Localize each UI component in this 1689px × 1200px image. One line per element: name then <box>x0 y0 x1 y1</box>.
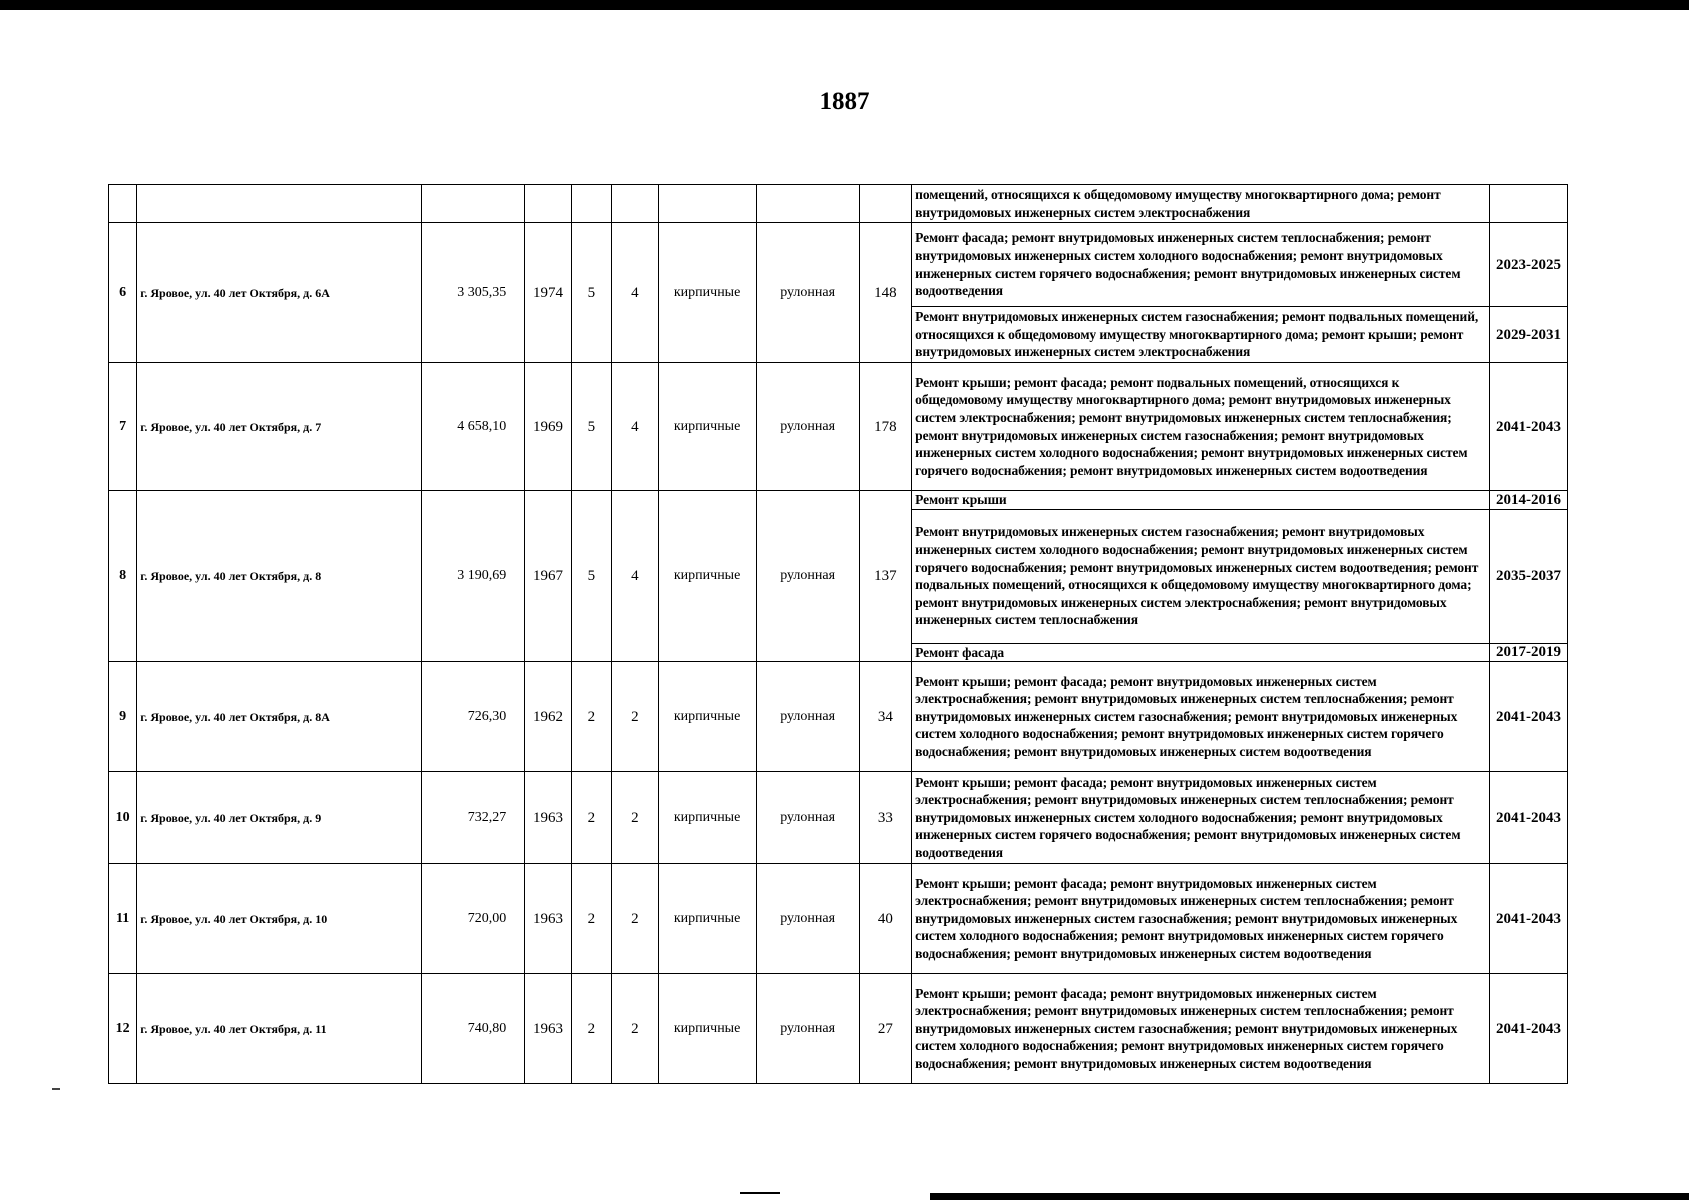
roof-type-cell: рулонная <box>756 662 859 772</box>
row-number: 8 <box>109 491 137 662</box>
address-cell: г. Яровое, ул. 40 лет Октября, д. 10 <box>137 864 422 974</box>
table-row <box>109 864 1568 974</box>
residents-cell: 27 <box>859 974 912 1084</box>
total-area-cell: 4 658,10 <box>422 363 525 491</box>
table-row <box>109 974 1568 1084</box>
repair-period-cell: 2041-2043 <box>1490 363 1568 491</box>
empty-cell <box>571 185 611 223</box>
total-area-cell: 726,30 <box>422 662 525 772</box>
build-year-cell: 1963 <box>525 772 571 864</box>
entrances-cell: 2 <box>612 662 658 772</box>
floors-cell: 2 <box>571 974 611 1084</box>
total-area-cell: 3 190,69 <box>422 491 525 662</box>
build-year-cell: 1962 <box>525 662 571 772</box>
residents-cell: 33 <box>859 772 912 864</box>
top-border-rule <box>0 0 1689 10</box>
floors-cell: 5 <box>571 363 611 491</box>
scan-mark <box>52 1088 60 1090</box>
wall-material-cell: кирпичные <box>658 223 756 363</box>
repair-works-cell: Ремонт крыши; ремонт фасада; ремонт внутридомовых инженерных систем электроснабжения; ремонт внутридомовых инженерных систем теплоснабжения; ремонт внутридомовых инженерных систем газоснабжения; ремонт внутридомовых инженерных систем холодного водоснабжения; ремонт внутридомовых инженерных систем горячего водоснабжения; ремонт внутридомовых инженерных систем водоотведения <box>912 974 1490 1084</box>
bottom-border-rule <box>930 1193 1689 1200</box>
wall-material-cell: кирпичные <box>658 974 756 1084</box>
address-cell: г. Яровое, ул. 40 лет Октября, д. 8А <box>137 662 422 772</box>
repair-works-cell: Ремонт внутридомовых инженерных систем газоснабжения; ремонт внутридомовых инженерных систем холодного водоснабжения; ремонт внутридомовых инженерных систем горячего водоснабжения; ремонт внутридомовых инженерных систем водоотведения; ремонт подвальных помещений, относящихся к общедомовому имуществу многоквартирного дома; ремонт внутридомовых инженерных систем электроснабжения; ремонт внутридомовых инженерных систем теплоснабжения <box>912 509 1490 643</box>
page-number: 1887 <box>819 88 870 115</box>
repair-period-cell: 2023-2025 <box>1490 223 1568 307</box>
roof-type-cell: рулонная <box>756 491 859 662</box>
floors-cell: 2 <box>571 662 611 772</box>
row-number: 7 <box>109 363 137 491</box>
roof-type-cell: рулонная <box>756 772 859 864</box>
build-year-cell: 1974 <box>525 223 571 363</box>
table-row <box>109 662 1568 772</box>
entrances-cell: 2 <box>612 772 658 864</box>
repair-period-cell: 2041-2043 <box>1490 864 1568 974</box>
repair-works-cell: Ремонт фасада <box>912 643 1490 662</box>
repair-period-cell: 2035-2037 <box>1490 509 1568 643</box>
wall-material-cell: кирпичные <box>658 772 756 864</box>
floors-cell: 5 <box>571 223 611 363</box>
entrances-cell: 2 <box>612 864 658 974</box>
repair-period-cell: 2041-2043 <box>1490 662 1568 772</box>
table-row <box>109 363 1568 491</box>
residents-cell: 34 <box>859 662 912 772</box>
roof-type-cell: рулонная <box>756 974 859 1084</box>
floors-cell: 2 <box>571 864 611 974</box>
repair-period-cell: 2017-2019 <box>1490 643 1568 662</box>
empty-cell <box>756 185 859 223</box>
row-number: 9 <box>109 662 137 772</box>
wall-material-cell: кирпичные <box>658 491 756 662</box>
repair-works-cell: Ремонт крыши; ремонт фасада; ремонт внутридомовых инженерных систем электроснабжения; ремонт внутридомовых инженерных систем теплоснабжения; ремонт внутридомовых инженерных систем газоснабжения; ремонт внутридомовых инженерных систем холодного водоснабжения; ремонт внутридомовых инженерных систем горячего водоснабжения; ремонт внутридомовых инженерных систем водоотведения <box>912 662 1490 772</box>
residents-cell: 148 <box>859 223 912 363</box>
total-area-cell: 740,80 <box>422 974 525 1084</box>
entrances-cell: 4 <box>612 223 658 363</box>
empty-cell <box>859 185 912 223</box>
roof-type-cell: рулонная <box>756 363 859 491</box>
continuation-row <box>109 185 1568 223</box>
scan-mark <box>740 1192 780 1194</box>
address-cell: г. Яровое, ул. 40 лет Октября, д. 6А <box>137 223 422 363</box>
repair-works-cell: Ремонт крыши; ремонт фасада; ремонт внутридомовых инженерных систем электроснабжения; ремонт внутридомовых инженерных систем теплоснабжения; ремонт внутридомовых инженерных систем холодного водоснабжения; ремонт внутридомовых инженерных систем горячего водоснабжения; ремонт внутридомовых инженерных систем водоотведения <box>912 772 1490 864</box>
address-cell: г. Яровое, ул. 40 лет Октября, д. 8 <box>137 491 422 662</box>
total-area-cell: 3 305,35 <box>422 223 525 363</box>
repair-period-cell: 2041-2043 <box>1490 772 1568 864</box>
build-year-cell: 1963 <box>525 974 571 1084</box>
table-row <box>109 772 1568 864</box>
row-number: 11 <box>109 864 137 974</box>
empty-cell <box>525 185 571 223</box>
empty-cell <box>1490 185 1568 223</box>
table-body <box>109 223 1568 1084</box>
row-number: 6 <box>109 223 137 363</box>
repair-works-cell: Ремонт крыши; ремонт фасада; ремонт внутридомовых инженерных систем электроснабжения; ремонт внутридомовых инженерных систем теплоснабжения; ремонт внутридомовых инженерных систем газоснабжения; ремонт внутридомовых инженерных систем холодного водоснабжения; ремонт внутридомовых инженерных систем горячего водоснабжения; ремонт внутридомовых инженерных систем водоотведения <box>912 864 1490 974</box>
housing-repair-register-table <box>108 184 1568 1084</box>
repair-period-cell: 2029-2031 <box>1490 307 1568 363</box>
build-year-cell: 1963 <box>525 864 571 974</box>
repair-period-cell: 2014-2016 <box>1490 491 1568 510</box>
floors-cell: 2 <box>571 772 611 864</box>
wall-material-cell: кирпичные <box>658 864 756 974</box>
empty-cell <box>109 185 137 223</box>
repair-works-cell: помещений, относящихся к общедомовому имуществу многоквартирного дома; ремонт внутридомовых инженерных систем электроснабжения <box>912 185 1490 223</box>
entrances-cell: 2 <box>612 974 658 1084</box>
total-area-cell: 720,00 <box>422 864 525 974</box>
address-cell: г. Яровое, ул. 40 лет Октября, д. 11 <box>137 974 422 1084</box>
roof-type-cell: рулонная <box>756 223 859 363</box>
entrances-cell: 4 <box>612 491 658 662</box>
residents-cell: 178 <box>859 363 912 491</box>
repair-works-cell: Ремонт фасада; ремонт внутридомовых инженерных систем теплоснабжения; ремонт внутридомовых инженерных систем холодного водоснабжения; ремонт внутридомовых инженерных систем горячего водоснабжения; ремонт внутридомовых инженерных систем водоотведения <box>912 223 1490 307</box>
empty-cell <box>658 185 756 223</box>
repair-works-cell: Ремонт крыши; ремонт фасада; ремонт подвальных помещений, относящихся к общедомовому имуществу многоквартирного дома; ремонт внутридомовых инженерных систем электроснабжения; ремонт внутридомовых инженерных систем теплоснабжения; ремонт внутридомовых инженерных систем газоснабжения; ремонт внутридомовых инженерных систем холодного водоснабжения; ремонт внутридомовых инженерных систем горячего водоснабжения; ремонт внутридомовых инженерных систем водоотведения <box>912 363 1490 491</box>
build-year-cell: 1969 <box>525 363 571 491</box>
repair-period-cell: 2041-2043 <box>1490 974 1568 1084</box>
build-year-cell: 1967 <box>525 491 571 662</box>
wall-material-cell: кирпичные <box>658 662 756 772</box>
roof-type-cell: рулонная <box>756 864 859 974</box>
table-row <box>109 491 1568 510</box>
address-cell: г. Яровое, ул. 40 лет Октября, д. 9 <box>137 772 422 864</box>
repair-works-cell: Ремонт крыши <box>912 491 1490 510</box>
table-row <box>109 223 1568 307</box>
empty-cell <box>422 185 525 223</box>
address-cell: г. Яровое, ул. 40 лет Октября, д. 7 <box>137 363 422 491</box>
repair-works-cell: Ремонт внутридомовых инженерных систем газоснабжения; ремонт подвальных помещений, относящихся к общедомовому имуществу многоквартирного дома; ремонт крыши; ремонт внутридомовых инженерных систем электроснабжения <box>912 307 1490 363</box>
row-number: 10 <box>109 772 137 864</box>
entrances-cell: 4 <box>612 363 658 491</box>
row-number: 12 <box>109 974 137 1084</box>
empty-cell <box>137 185 422 223</box>
residents-cell: 137 <box>859 491 912 662</box>
total-area-cell: 732,27 <box>422 772 525 864</box>
wall-material-cell: кирпичные <box>658 363 756 491</box>
empty-cell <box>612 185 658 223</box>
floors-cell: 5 <box>571 491 611 662</box>
residents-cell: 40 <box>859 864 912 974</box>
